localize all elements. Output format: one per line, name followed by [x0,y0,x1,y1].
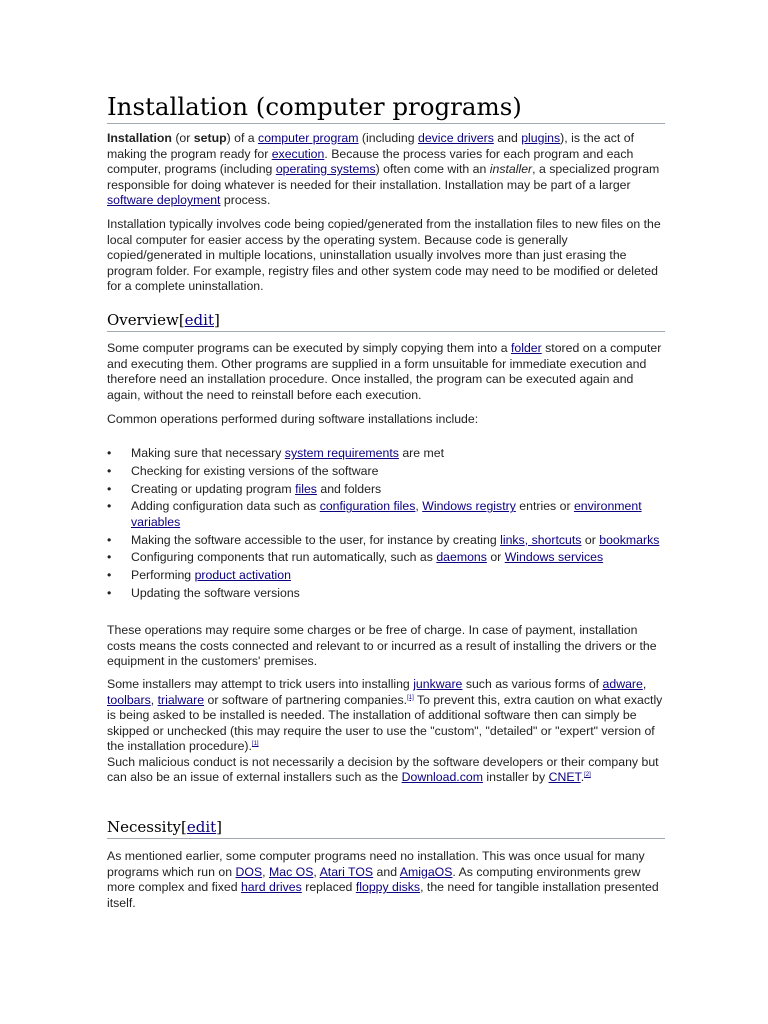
link-links[interactable]: links [500,532,525,547]
text: Some installers may attempt to trick users into installing [107,677,414,691]
text: process. [220,193,271,207]
term-installer: installer [489,162,533,176]
link-floppy-disks[interactable]: floppy disks [355,880,421,894]
link-daemons[interactable]: daemons [436,550,487,565]
link-operating-systems[interactable]: operating systems [275,162,376,176]
link-device-drivers[interactable]: device drivers [417,131,494,145]
term-installation: Installation [107,131,172,145]
text: , the need for tangible installation presented itself. [107,880,659,910]
text: , a specialized program responsible for doing whatever is needed for their installation. Installation may be part of a larger [107,162,660,192]
list-item [107,550,665,566]
link-execution[interactable]: execution [271,146,325,161]
text: and folders [316,481,382,496]
link-computer-program[interactable]: computer program [258,131,359,145]
reference-2[interactable]: [2] [584,772,591,778]
link-bookmarks[interactable]: bookmarks [599,532,660,547]
link-windows-services[interactable]: Windows services [504,550,604,565]
link-amigaos[interactable]: AmigaOS [399,864,453,879]
heading-text: Overview [107,311,179,329]
list-item [107,533,665,549]
reference-1b[interactable]: [1] [251,741,259,747]
link-windows-registry[interactable]: Windows registry [422,499,516,514]
text: entries or [515,499,574,514]
link-atari-tos[interactable]: Atari TOS [319,864,374,879]
link-junkware[interactable]: junkware [413,677,463,691]
text: Configuring components that run automatically, such as [131,550,437,565]
edit-section [181,818,222,836]
text: As mentioned earlier, some computer programs need no installation. This was once usual for many programs which run on [107,849,645,879]
heading-text: Necessity [107,818,181,836]
text: (including [358,131,418,145]
link-shortcuts[interactable]: shortcuts [531,532,582,547]
edit-section [179,311,220,329]
text: ) of a [226,131,259,145]
bracket: ] [213,311,220,329]
list-item [107,446,665,462]
link-plugins[interactable]: plugins [521,131,561,145]
text: ), is the act of making the program ready for [107,131,634,161]
text: Creating or updating program [131,481,296,496]
text: Some computer programs can be executed by simply copying them into a [107,341,511,355]
list-item [107,568,665,584]
link-adware[interactable]: adware [602,677,643,691]
link-trialware[interactable]: trialware [157,692,205,707]
link-comma[interactable]: , [524,532,532,547]
page-title: Installation (computer programs) [107,91,665,124]
text: Making sure that necessary [131,446,285,460]
reference-1[interactable]: [1] [407,694,414,701]
link-configuration-files[interactable]: configuration files [319,499,416,514]
list-item [107,499,665,530]
bracket: ] [216,818,223,836]
list-item: • Checking for existing versions of the software [107,464,665,480]
operations-list [107,446,665,604]
text: To prevent this, extra caution on what exactly is being asked to be installed is needed. The installation of additional software then can simply be skipped or unchecked (this may require the user to use the "custom", "detailed" or "expert" version of the installation procedure). [107,692,663,753]
text: . [580,770,585,784]
bracket: [ [180,818,187,836]
text: installer by [482,770,549,784]
link-files[interactable]: files [295,481,317,496]
bracket: [ [178,311,185,329]
term-setup: setup [193,131,227,145]
text: are met [398,446,445,460]
text: , [415,499,423,514]
link-mac-os[interactable]: Mac OS [269,864,314,879]
text: ) often come with an [375,162,490,176]
intro-paragraph-2: Installation typically involves code being copied/generated from the installation files to new files on the local computer for easier access by the operating system. Because code is generally copied/generated in multiple locations, uninstallation usually involves more than just erasing the program folder. For example, registry files and other system code may need to be modified or deleted for a complete uninstallation. [107,217,661,293]
link-cnet[interactable]: CNET [548,770,581,784]
text: , [313,864,320,879]
intro-paragraph [107,131,665,209]
text: and [373,864,400,879]
text: Such malicious conduct is not necessarily a decision by the software developers or their company but can also be an issue of external installers such as the [107,754,659,784]
text: such as various forms of [462,677,603,691]
text: (or [171,131,194,145]
link-software-deployment[interactable]: software deployment [107,193,221,207]
text: . As computing environments grew more complex and fixed [107,864,641,894]
text: stored on a computer and executing them. Other programs are supplied in a form unsuitable for immediate execution and therefore need an installation procedure. Once installed, the program can be executed again and again, without the need to reinstall before each execution. [107,341,662,402]
link-environment-variables[interactable]: environment variables [131,499,642,529]
text: or software of partnering companies. [204,692,408,707]
text: and [493,131,522,145]
edit-link-overview[interactable]: edit [184,311,214,329]
text: Making the software accessible to the user, for instance by creating [131,532,501,547]
text: or [486,550,505,565]
text: or [581,532,600,547]
text: . Because the process varies for each program and each computer, programs (including [107,146,634,176]
section-heading-overview [107,310,665,332]
link-dos[interactable]: DOS [235,864,263,879]
link-folder[interactable]: folder [510,341,542,355]
section-heading-necessity [107,817,665,839]
link-system-requirements[interactable]: system requirements [284,446,399,460]
link-product-activation[interactable]: product activation [194,568,291,583]
necessity-paragraph [107,849,665,911]
overview-paragraph-3: These operations may require some charges or be free of charge. In case of payment, installation costs means the costs connected and relevant to or incurred as a result of installing the drivers or the equipment in the customers' premises. [107,623,657,668]
text: , [642,677,647,691]
link-toolbars[interactable]: toolbars [107,692,151,707]
overview-paragraph-4 [107,677,665,786]
link-hard-drives[interactable]: hard drives [240,880,302,894]
text: replaced [301,880,356,894]
overview-paragraph-2: Common operations performed during software installations include: [107,412,479,426]
text: , [150,692,158,707]
edit-link-necessity[interactable]: edit [186,818,217,836]
list-item [107,482,665,498]
text: Performing [131,568,195,583]
link-download-com[interactable]: Download.com [401,770,483,784]
text: , [262,864,269,879]
text: Adding configuration data such as [131,499,320,514]
overview-paragraph-1 [107,341,665,403]
list-item: • Updating the software versions [107,586,665,602]
